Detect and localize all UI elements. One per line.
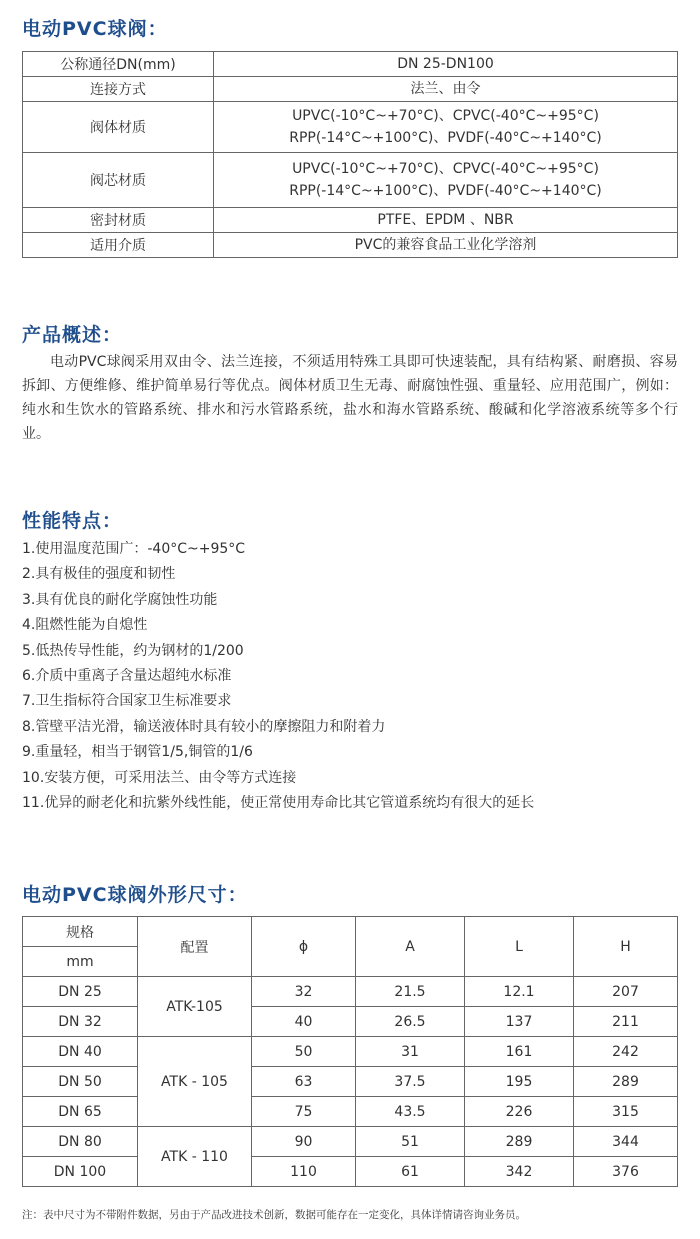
header-h: H [574,917,678,977]
overview-text: 电动PVC球阀采用双由令、法兰连接，不须适用特殊工具即可快速装配，具有结构紧、耐磨损、容易拆卸、方便维修、维护简单易行等优点。阀体材质卫生无毒、耐腐蚀性强、重量轻、应用范围广，例如：纯水和生饮水的管路系统、排水和污水管路系统，盐水和海水管路系统、酸碱和化学溶液系统等多个行业。 [22,354,678,442]
cell-l: 289 [465,1127,574,1157]
table-row [23,102,678,153]
cell-l: 161 [465,1037,574,1067]
cell-a: 37.5 [356,1067,465,1097]
cell-config: ATK - 110 [138,1127,252,1187]
spec-label: 密封材质 [23,208,214,233]
cell-h: 211 [574,1007,678,1037]
table-row [23,1157,678,1187]
list-item: 2.具有极佳的强度和韧性 [22,566,176,583]
cell-h: 315 [574,1097,678,1127]
header-phi: ϕ [252,917,356,977]
table-row [23,1037,678,1067]
cell-a: 21.5 [356,977,465,1007]
spec-table [22,51,678,258]
header-spec: 规格 [23,917,138,947]
cell-l: 195 [465,1067,574,1097]
spec-label: 连接方式 [23,77,214,102]
dimensions-table [22,916,678,1187]
spec-label: 阀芯材质 [23,153,214,208]
table-row [23,1127,678,1157]
cell-config: ATK-105 [138,977,252,1037]
list-item: 11.优异的耐老化和抗紫外线性能，使正常使用寿命比其它管道系统均有很大的延长 [22,794,535,811]
spec-value: PVC的兼容食品工业化学溶剂 [214,233,678,258]
cell-l: 137 [465,1007,574,1037]
features-title: 性能特点： [22,510,123,532]
overview-title: 产品概述： [22,324,123,346]
table-row [23,1067,678,1097]
list-item: 6.介质中重离子含量达超纯水标准 [22,667,232,684]
cell-dn: DN 40 [23,1037,138,1067]
spec-value [214,153,678,208]
cell-phi: 32 [252,977,356,1007]
cell-h: 344 [574,1127,678,1157]
list-item: 10.安装方便，可采用法兰、由令等方式连接 [22,769,297,786]
cell-dn: DN 65 [23,1097,138,1127]
cell-dn: DN 100 [23,1157,138,1187]
cell-h: 242 [574,1037,678,1067]
spec-label: 阀体材质 [23,102,214,153]
table-row [23,977,678,1007]
cell-phi: 90 [252,1127,356,1157]
table-row [23,1097,678,1127]
table-row [23,153,678,208]
cell-a: 26.5 [356,1007,465,1037]
header-config: 配置 [138,917,252,977]
cell-h: 376 [574,1157,678,1187]
spec-label: 公称通径DN(mm) [23,52,214,77]
cell-h: 207 [574,977,678,1007]
spec-value-line: RPP(-14°C~+100°C)、PVDF(-40°C~+140°C) [289,130,602,146]
header-a: A [356,917,465,977]
table-header-row [23,917,678,947]
cell-phi: 50 [252,1037,356,1067]
cell-phi: 40 [252,1007,356,1037]
table-row [23,52,678,77]
spec-label: 适用介质 [23,233,214,258]
cell-a: 31 [356,1037,465,1067]
spec-section-title: 电动PVC球阀： [22,18,168,40]
cell-a: 61 [356,1157,465,1187]
spec-value: PTFE、EPDM 、NBR [214,208,678,233]
spec-value [214,102,678,153]
spec-value: 法兰、由令 [214,77,678,102]
cell-phi: 110 [252,1157,356,1187]
list-item: 4.阻燃性能为自熄性 [22,617,148,634]
list-item: 3.具有优良的耐化学腐蚀性功能 [22,591,218,608]
cell-l: 226 [465,1097,574,1127]
footnote: 注：表中尺寸为不带附件数据，另由于产品改进技术创新，数据可能存在一定变化，具体详情请咨询业务员。 [22,1209,526,1221]
dimensions-title: 电动PVC球阀外形尺寸： [22,884,248,906]
table-row [23,233,678,258]
cell-l: 12.1 [465,977,574,1007]
cell-dn: DN 80 [23,1127,138,1157]
list-item: 8.管壁平洁光滑，输送液体时具有较小的摩擦阻力和附着力 [22,718,386,735]
table-row [23,208,678,233]
cell-a: 51 [356,1127,465,1157]
cell-a: 43.5 [356,1097,465,1127]
spec-value-line: UPVC(-10°C~+70°C)、CPVC(-40°C~+95°C) [292,161,599,177]
spec-value-line: RPP(-14°C~+100°C)、PVDF(-40°C~+140°C) [289,183,602,199]
cell-phi: 75 [252,1097,356,1127]
list-item: 5.低热传导性能，约为钢材的1/200 [22,642,244,659]
cell-h: 289 [574,1067,678,1097]
cell-config: ATK - 105 [138,1037,252,1127]
features-list [22,537,682,816]
cell-l: 342 [465,1157,574,1187]
cell-dn: DN 32 [23,1007,138,1037]
list-item: 1.使用温度范围广：-40°C~+95°C [22,541,246,557]
spec-value: DN 25-DN100 [214,52,678,77]
cell-phi: 63 [252,1067,356,1097]
table-row [23,77,678,102]
cell-dn: DN 50 [23,1067,138,1097]
cell-dn: DN 25 [23,977,138,1007]
table-row [23,1007,678,1037]
header-l: L [465,917,574,977]
spec-value-line: UPVC(-10°C~+70°C)、CPVC(-40°C~+95°C) [292,108,599,124]
list-item: 9.重量轻，相当于钢管1/5,铜管的1/6 [22,744,253,761]
header-spec-unit: mm [23,947,138,977]
list-item: 7.卫生指标符合国家卫生标准要求 [22,693,232,710]
